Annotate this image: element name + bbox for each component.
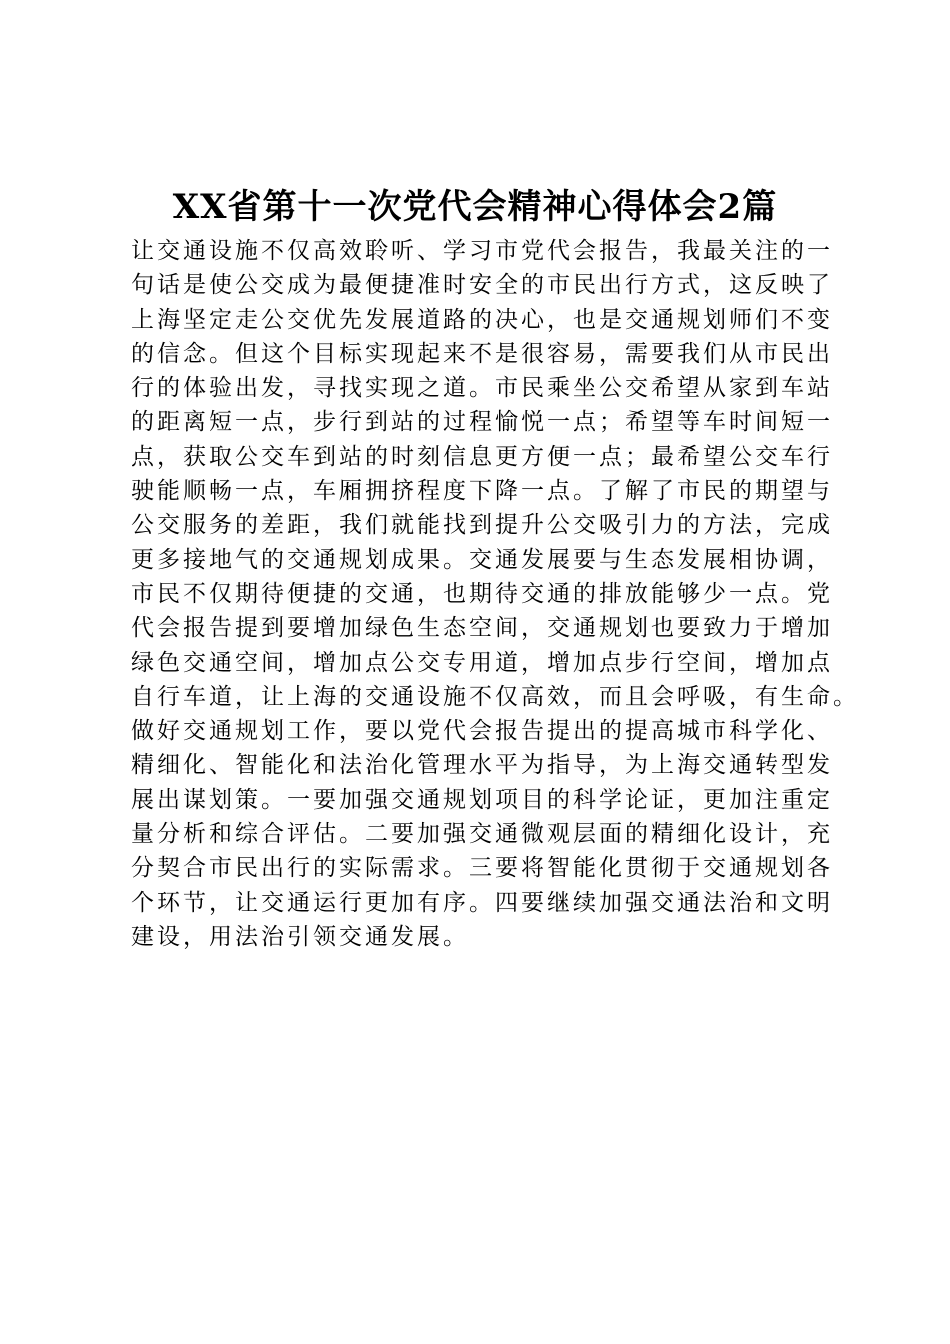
body-line-8: 驶能顺畅一点，车厢拥挤程度下降一点。了解了市民的期望与 <box>131 478 833 505</box>
body-line-16: 精细化、智能化和法治化管理水平为指导，为上海交通转型发 <box>131 752 833 779</box>
body-line-21: 建设，用法治引领交通发展。 <box>131 923 469 950</box>
body-line-4: 的信念。但这个目标实现起来不是很容易，需要我们从市民出 <box>131 340 833 367</box>
body-line-14: 自行车道，让上海的交通设施不仅高效，而且会呼吸，有生命。 <box>131 683 859 710</box>
body-line-12: 代会报告提到要增加绿色生态空间，交通规划也要致力于增加 <box>131 615 833 642</box>
document-body <box>131 234 871 954</box>
body-line-15: 做好交通规划工作，要以党代会报告提出的提高城市科学化、 <box>131 718 833 745</box>
body-line-13: 绿色交通空间，增加点公交专用道，增加点步行空间，增加点 <box>131 649 833 676</box>
body-line-6: 的距离短一点，步行到站的过程愉悦一点；希望等车时间短一 <box>131 409 833 436</box>
body-line-3: 上海坚定走公交优先发展道路的决心，也是交通规划师们不变 <box>131 306 833 333</box>
body-line-5: 行的体验出发，寻找实现之道。市民乘坐公交希望从家到车站 <box>131 375 833 402</box>
body-line-19: 分契合市民出行的实际需求。三要将智能化贯彻于交通规划各 <box>131 855 833 882</box>
body-line-11: 市民不仅期待便捷的交通，也期待交通的排放能够少一点。党 <box>131 580 833 607</box>
body-line-9: 公交服务的差距，我们就能找到提升公交吸引力的方法，完成 <box>131 512 833 539</box>
body-line-7: 点，获取公交车到站的时刻信息更方便一点；最希望公交车行 <box>131 443 833 470</box>
body-line-17: 展出谋划策。一要加强交通规划项目的科学论证，更加注重定 <box>131 786 833 813</box>
body-line-1: 让交通设施不仅高效聆听、学习市党代会报告，我最关注的一 <box>131 238 833 264</box>
document-title: XX省第十一次党代会精神心得体会2篇 <box>172 187 778 227</box>
body-line-18: 量分析和综合评估。二要加强交通微观层面的精细化设计，充 <box>131 821 833 848</box>
body-line-10: 更多接地气的交通规划成果。交通发展要与生态发展相协调， <box>131 546 833 573</box>
body-line-2: 句话是使公交成为最便捷准时安全的市民出行方式，这反映了 <box>131 272 833 299</box>
body-line-20: 个环节，让交通运行更加有序。四要继续加强交通法治和文明 <box>131 889 833 916</box>
